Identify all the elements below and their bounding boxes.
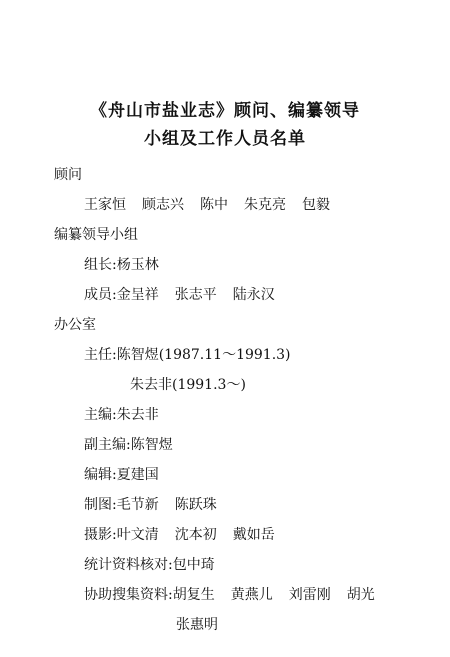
office-drawing	[84, 496, 217, 514]
collection-name: 刘雷刚	[288, 587, 331, 603]
group-leader: 组长:杨玉林	[84, 257, 159, 273]
photography-name: 沈本初	[174, 527, 217, 543]
group-members	[84, 286, 275, 304]
office-deputy-editor: 副主编:陈智煜	[84, 437, 173, 453]
advisor-name: 包毅	[302, 197, 330, 213]
member-name: 成员:金呈祥	[84, 287, 159, 303]
advisor-name: 顾志兴	[142, 197, 184, 213]
member-name: 张志平	[174, 287, 217, 303]
office-editor: 编辑:夏建国	[84, 467, 159, 483]
title-line-2: 小组及工作人员名单	[144, 129, 306, 149]
advisor-names	[84, 196, 330, 214]
office-photography	[84, 526, 275, 544]
advisor-name: 陈中	[200, 197, 228, 213]
heading-office: 办公室	[54, 317, 96, 333]
photography-name: 摄影:叶文清	[84, 527, 159, 543]
advisor-name: 王家恒	[84, 197, 126, 213]
advisor-name: 朱克亮	[244, 197, 286, 213]
office-director-2: 朱去非(1991.3～)	[130, 377, 246, 393]
collection-name: 黄燕儿	[230, 587, 273, 603]
office-collection	[84, 586, 375, 604]
office-chief-editor: 主编:朱去非	[84, 407, 159, 423]
drawing-name: 陈跃珠	[174, 497, 217, 513]
heading-leading-group: 编纂领导小组	[54, 227, 138, 243]
drawing-name: 制图:毛节新	[84, 497, 159, 513]
title-line-1: 《舟山市盐业志》顾问、编纂领导	[90, 101, 360, 121]
office-statistics: 统计资料核对:包中琦	[84, 557, 215, 573]
collection-name: 协助搜集资料:胡复生	[84, 587, 215, 603]
photography-name: 戴如岳	[232, 527, 275, 543]
office-director-1: 主任:陈智煜(1987.11～1991.3)	[84, 347, 291, 363]
heading-advisors: 顾问	[54, 167, 82, 183]
collection-name: 胡光	[346, 587, 375, 603]
member-name: 陆永汉	[232, 287, 275, 303]
office-collection-cont: 张惠明	[176, 617, 218, 633]
